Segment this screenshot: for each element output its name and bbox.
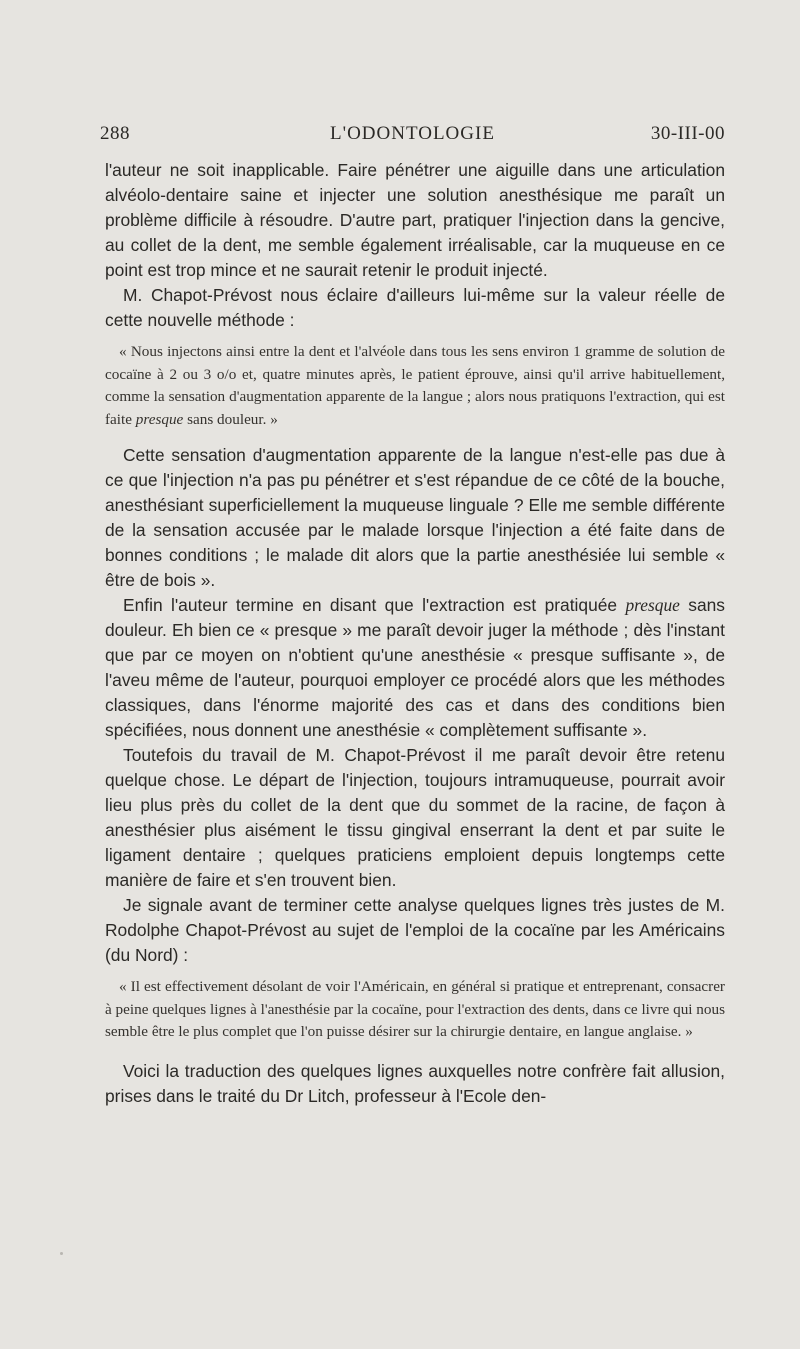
- journal-title: L'ODONTOLOGIE: [330, 123, 495, 144]
- running-header: [100, 123, 725, 151]
- paragraph-1: l'auteur ne soit inapplicable. Faire pénétrer une aiguille dans une articulation alvéolo-dentaire saine et injecter une solution anesthésique me paraît un problème difficile à résoudre. D'autre part, pratiquer l'injection dans la gencive, au collet de la dent, me semble également irréalisable, car la muqueuse en ce point est trop mince et ne saurait retenir le produit injecté.: [105, 160, 725, 280]
- paragraph-3: Cette sensation d'augmentation apparente de la langue n'est-elle pas due à ce que l'injection n'a pas pu pénétrer et s'est répandue de ce côté de la bouche, anesthésiant superficiellement la muqueuse linguale ? Elle me semble différente de la sensation accusée par le malade lorsque l'injection a été faite dans de bonnes conditions ; le malade dit alors que la partie anesthésiée lui semble « être de bois ».: [105, 445, 725, 590]
- paragraph-4: [105, 593, 725, 743]
- paragraph-7: Voici la traduction des quelques lignes auxquelles notre confrère fait allusion, prises dans le traité du Dr Litch, professeur à l'Ecole den-: [105, 1060, 725, 1106]
- quotation-1-text-b: sans douleur. »: [187, 410, 278, 428]
- quotation-1-emphasis: presque: [135, 410, 184, 428]
- paragraph-5: Toutefois du travail de M. Chapot-Prévost il me paraît devoir être retenu quelque chose. Le départ de l'injection, toujours intramuqueuse, pourrait avoir lieu plus près du collet de la dent que du sommet de la racine, de façon à anesthésier plus aisément le tissu gingival enserrant la dent et par suite le ligament dentaire ; quelques praticiens emploient depuis longtemps cette manière de faire et s'en trouvent bien.: [105, 745, 725, 890]
- paragraph-6: Je signale avant de terminer cette analyse quelques lignes très justes de M. Rodolphe Chapot-Prévost au sujet de l'emploi de la cocaïne par les Américains (du Nord) :: [105, 895, 725, 965]
- quotation-1: [105, 341, 725, 431]
- quotation-1-text-a: « Nous injectons ainsi entre la dent et l'alvéole dans tous les sens environ 1 gramme de solution de cocaïne à 2 ou 3 o/o et, quatre minutes après, le patient éprouve, ainsi qu'il arrive habituellement, comme la sensation d'augmentation apparente de la langue ; alors nous pratiquons l'extraction, qui est faite: [105, 343, 725, 428]
- quotation-2: « Il est effectivement désolant de voir l'Américain, en général si pratique et entreprenant, consacrer à peine quelques lignes à l'anesthésie par la cocaïne, pour l'extraction des dents, dans ce livre qui nous semble être le plus complet que l'on puisse désirer sur la chirurgie dentaire, en langue anglaise. »: [105, 978, 725, 1040]
- page-number: 288: [100, 123, 130, 144]
- issue-date: 30-III-00: [650, 123, 725, 144]
- paragraph-2: M. Chapot-Prévost nous éclaire d'ailleurs lui-même sur la valeur réelle de cette nouvelle méthode :: [105, 285, 725, 330]
- paragraph-4-text-a: Enfin l'auteur termine en disant que l'extraction est pratiquée: [123, 595, 618, 615]
- page-body: [105, 158, 725, 1109]
- paragraph-4-text-b: sans douleur. Eh bien ce « presque » me paraît devoir juger la méthode ; dès l'instant que par ce moyen on n'obtient qu'une anesthésie « presque suffisante », de l'aveu même de l'auteur, pourquoi employer ce procédé alors que les méthodes classiques, dans l'énorme majorité des cas et dans des conditions bien spécifiées, nous donnent une anesthésie « complètement suffisante ».: [105, 595, 725, 740]
- paper-speck: [60, 1252, 63, 1255]
- paragraph-4-emphasis: presque: [625, 595, 680, 615]
